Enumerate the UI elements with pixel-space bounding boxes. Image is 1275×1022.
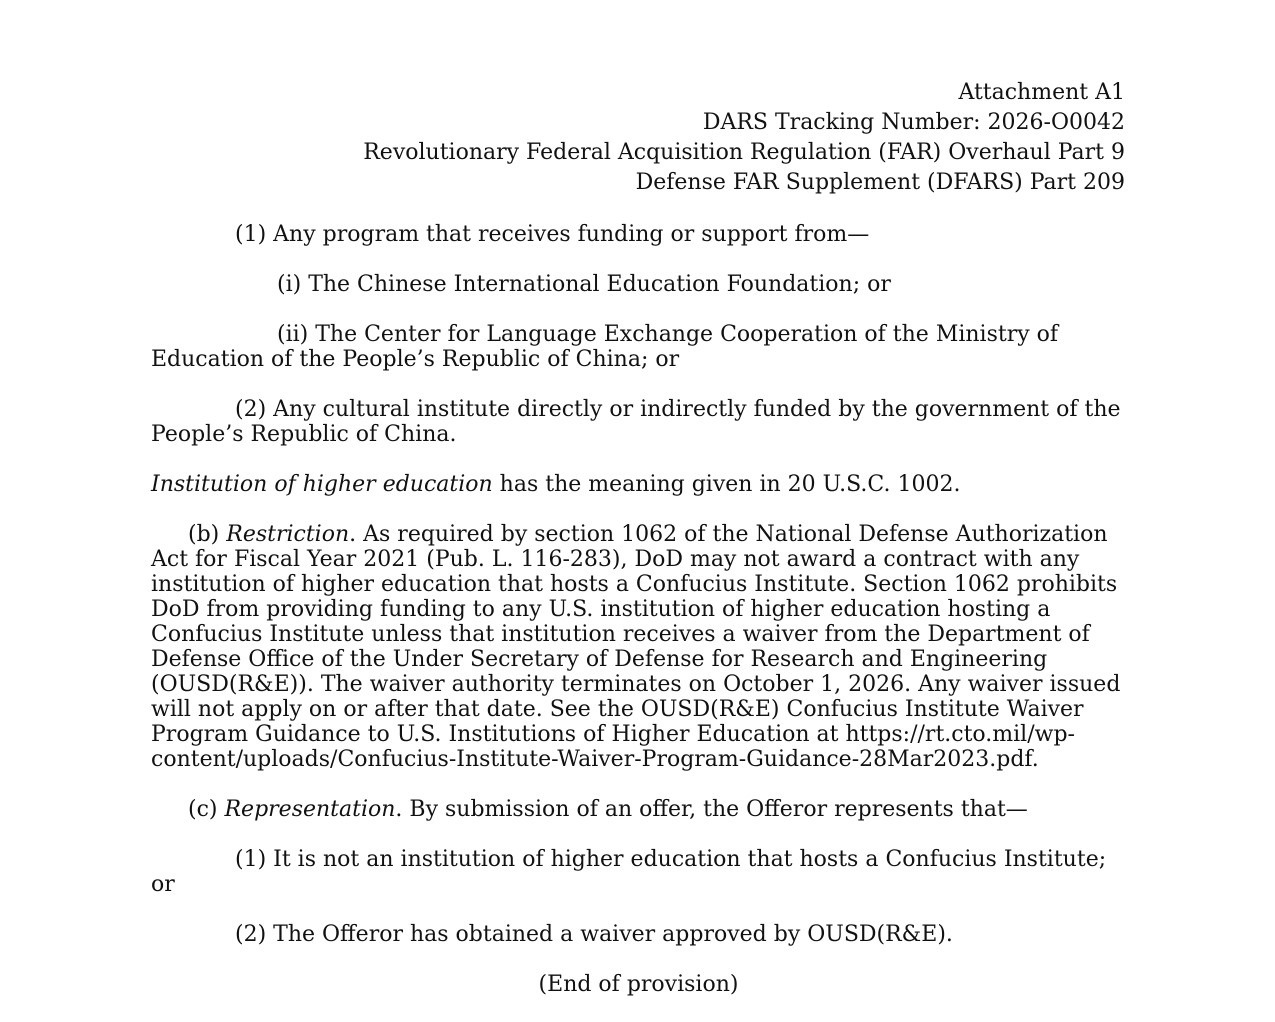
restriction-prefix: (b)	[188, 522, 227, 547]
paragraph-cultural-institute: (2) Any cultural institute directly or indirectly funded by the government of the People’s Republic of China.	[151, 397, 1121, 447]
document-header	[363, 78, 1125, 198]
document-body	[151, 222, 1126, 1022]
restriction-heading: Restriction	[226, 522, 350, 547]
definition-text: has the meaning given in 20 U.S.C. 1002.	[492, 472, 961, 497]
paragraph-representation	[151, 797, 1126, 822]
regulation-title: Revolutionary Federal Acquisition Regulation (FAR) Overhaul Part 9	[363, 140, 1125, 165]
attachment-label: Attachment A1	[958, 80, 1125, 105]
representation-text: . By submission of an offer, the Offeror represents that—	[395, 797, 1028, 822]
restriction-text: . As required by section 1062 of the National Defense Authorization Act for Fiscal Year 2021 (Pub. L. 116-283), DoD may not award a contract with any institution of higher education that hosts a Confucius Institute. Section 1062 prohibits DoD from providing funding to any U.S. institution of higher education hosting a Confucius Institute unless that institution receives a waiver from the Department of Defense Office of the Under Secretary of Defense for Research and Engineering (OUSD(R&E)). The waiver authority terminates on October 1, 2026. Any waiver issued will not apply on or after that date. See the OUSD(R&E) Confucius Institute Waiver Program Guidance to U.S. Institutions of Higher Education at https://rt.cto.mil/wp-content/uploads/Confucius-Institute-Waiver-Program-Guidance-28Mar2023.pdf.	[151, 522, 1121, 772]
paragraph-not-hosting: (1) It is not an institution of higher education that hosts a Confucius Institute; or	[151, 847, 1107, 897]
paragraph-definition-higher-education	[151, 472, 1126, 497]
representation-prefix: (c)	[188, 797, 225, 822]
paragraph-center-language-exchange: (ii) The Center for Language Exchange Cooperation of the Ministry of Education of the People’s Republic of China; or	[151, 322, 1059, 372]
defined-term: Institution of higher education	[151, 472, 493, 497]
paragraph-restriction	[151, 522, 1126, 772]
paragraph-program-funding: (1) Any program that receives funding or support from—	[235, 222, 870, 247]
end-of-provision: (End of provision)	[538, 972, 739, 997]
paragraph-foundation: (i) The Chinese International Education Foundation; or	[277, 272, 891, 297]
tracking-number: DARS Tracking Number: 2026-O0042	[702, 110, 1125, 135]
representation-heading: Representation	[224, 797, 396, 822]
supplement-title: Defense FAR Supplement (DFARS) Part 209	[635, 170, 1125, 195]
paragraph-waiver-obtained: (2) The Offeror has obtained a waiver approved by OUSD(R&E).	[235, 922, 953, 947]
